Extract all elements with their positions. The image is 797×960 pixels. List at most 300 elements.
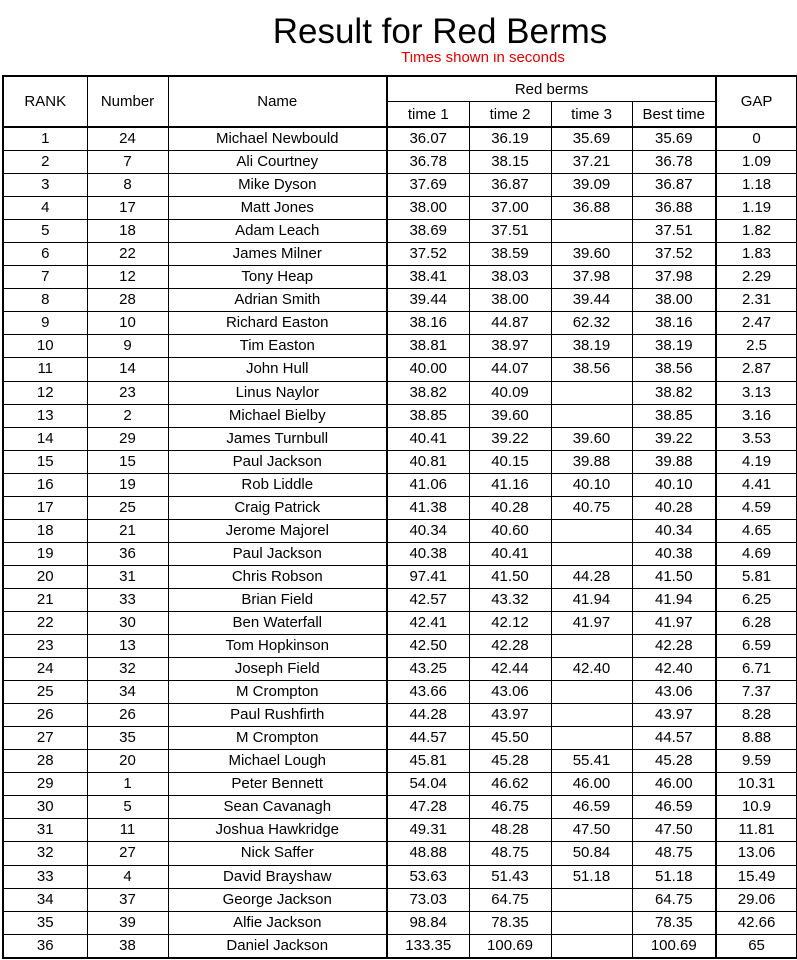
header-group-red-berms: Red berms bbox=[387, 76, 716, 102]
cell-rank: 4 bbox=[3, 197, 87, 220]
cell-time-1: 48.88 bbox=[387, 842, 469, 865]
cell-number: 34 bbox=[87, 681, 168, 704]
cell-name: Ali Courtney bbox=[168, 151, 387, 174]
cell-number: 1 bbox=[87, 773, 168, 796]
cell-name: Michael Bielby bbox=[168, 404, 387, 427]
table-row bbox=[3, 588, 797, 611]
cell-best-time: 40.38 bbox=[632, 542, 716, 565]
table-row bbox=[3, 658, 797, 681]
cell-rank: 24 bbox=[3, 658, 87, 681]
cell-name: Tom Hopkinson bbox=[168, 635, 387, 658]
cell-best-time: 46.00 bbox=[632, 773, 716, 796]
table-row bbox=[3, 220, 797, 243]
cell-gap: 3.16 bbox=[716, 404, 797, 427]
cell-time-3: 37.21 bbox=[551, 151, 632, 174]
cell-name: John Hull bbox=[168, 358, 387, 381]
table-row bbox=[3, 911, 797, 934]
cell-number: 30 bbox=[87, 611, 168, 634]
cell-gap: 1.83 bbox=[716, 243, 797, 266]
cell-best-time: 42.40 bbox=[632, 658, 716, 681]
cell-time-2: 36.19 bbox=[469, 127, 551, 151]
cell-time-2: 51.43 bbox=[469, 865, 551, 888]
cell-time-3 bbox=[551, 635, 632, 658]
cell-rank: 10 bbox=[3, 335, 87, 358]
cell-rank: 9 bbox=[3, 312, 87, 335]
cell-best-time: 38.56 bbox=[632, 358, 716, 381]
cell-best-time: 38.00 bbox=[632, 289, 716, 312]
cell-time-2: 78.35 bbox=[469, 911, 551, 934]
cell-rank: 27 bbox=[3, 727, 87, 750]
table-row bbox=[3, 519, 797, 542]
cell-time-2: 64.75 bbox=[469, 888, 551, 911]
cell-best-time: 41.94 bbox=[632, 588, 716, 611]
cell-time-2: 36.87 bbox=[469, 174, 551, 197]
cell-time-1: 38.85 bbox=[387, 404, 469, 427]
cell-time-2: 42.28 bbox=[469, 635, 551, 658]
cell-gap: 15.49 bbox=[716, 865, 797, 888]
cell-time-2: 43.32 bbox=[469, 588, 551, 611]
table-row bbox=[3, 427, 797, 450]
cell-gap: 3.13 bbox=[716, 381, 797, 404]
cell-rank: 14 bbox=[3, 427, 87, 450]
table-row bbox=[3, 127, 797, 151]
cell-best-time: 36.88 bbox=[632, 197, 716, 220]
cell-time-3 bbox=[551, 911, 632, 934]
cell-best-time: 44.57 bbox=[632, 727, 716, 750]
cell-number: 31 bbox=[87, 565, 168, 588]
cell-rank: 8 bbox=[3, 289, 87, 312]
table-row bbox=[3, 819, 797, 842]
cell-time-1: 43.25 bbox=[387, 658, 469, 681]
cell-name: Daniel Jackson bbox=[168, 934, 387, 958]
table-row bbox=[3, 197, 797, 220]
cell-gap: 4.69 bbox=[716, 542, 797, 565]
table-row bbox=[3, 934, 797, 958]
cell-best-time: 37.52 bbox=[632, 243, 716, 266]
cell-number: 39 bbox=[87, 911, 168, 934]
cell-number: 14 bbox=[87, 358, 168, 381]
cell-best-time: 48.75 bbox=[632, 842, 716, 865]
cell-name: Mike Dyson bbox=[168, 174, 387, 197]
cell-time-2: 43.97 bbox=[469, 704, 551, 727]
cell-gap: 1.19 bbox=[716, 197, 797, 220]
table-row bbox=[3, 358, 797, 381]
cell-name: Jerome Majorel bbox=[168, 519, 387, 542]
cell-gap: 1.82 bbox=[716, 220, 797, 243]
cell-number: 37 bbox=[87, 888, 168, 911]
cell-rank: 19 bbox=[3, 542, 87, 565]
cell-best-time: 51.18 bbox=[632, 865, 716, 888]
cell-best-time: 47.50 bbox=[632, 819, 716, 842]
cell-gap: 0 bbox=[716, 127, 797, 151]
cell-number: 2 bbox=[87, 404, 168, 427]
cell-gap: 4.65 bbox=[716, 519, 797, 542]
cell-time-3: 37.98 bbox=[551, 266, 632, 289]
table-row bbox=[3, 151, 797, 174]
cell-rank: 26 bbox=[3, 704, 87, 727]
cell-time-2: 37.00 bbox=[469, 197, 551, 220]
cell-number: 15 bbox=[87, 450, 168, 473]
cell-time-1: 45.81 bbox=[387, 750, 469, 773]
cell-time-1: 38.69 bbox=[387, 220, 469, 243]
cell-gap: 42.66 bbox=[716, 911, 797, 934]
cell-rank: 32 bbox=[3, 842, 87, 865]
cell-name: Adrian Smith bbox=[168, 289, 387, 312]
table-row bbox=[3, 542, 797, 565]
cell-time-3 bbox=[551, 381, 632, 404]
cell-rank: 34 bbox=[3, 888, 87, 911]
cell-time-1: 49.31 bbox=[387, 819, 469, 842]
cell-name: Joseph Field bbox=[168, 658, 387, 681]
cell-rank: 6 bbox=[3, 243, 87, 266]
header-row-top bbox=[3, 76, 797, 102]
cell-time-1: 36.07 bbox=[387, 127, 469, 151]
cell-best-time: 46.59 bbox=[632, 796, 716, 819]
cell-time-1: 44.57 bbox=[387, 727, 469, 750]
cell-time-1: 41.06 bbox=[387, 473, 469, 496]
cell-time-2: 46.62 bbox=[469, 773, 551, 796]
cell-time-3: 46.00 bbox=[551, 773, 632, 796]
cell-time-2: 38.15 bbox=[469, 151, 551, 174]
table-row bbox=[3, 773, 797, 796]
cell-rank: 22 bbox=[3, 611, 87, 634]
cell-number: 13 bbox=[87, 635, 168, 658]
cell-name: David Brayshaw bbox=[168, 865, 387, 888]
cell-number: 9 bbox=[87, 335, 168, 358]
table-row bbox=[3, 404, 797, 427]
cell-name: Paul Jackson bbox=[168, 542, 387, 565]
cell-gap: 2.31 bbox=[716, 289, 797, 312]
cell-time-1: 38.82 bbox=[387, 381, 469, 404]
table-row bbox=[3, 496, 797, 519]
cell-time-1: 40.41 bbox=[387, 427, 469, 450]
cell-time-1: 98.84 bbox=[387, 911, 469, 934]
cell-number: 21 bbox=[87, 519, 168, 542]
cell-time-3: 36.88 bbox=[551, 197, 632, 220]
cell-name: George Jackson bbox=[168, 888, 387, 911]
cell-name: Brian Field bbox=[168, 588, 387, 611]
cell-rank: 20 bbox=[3, 565, 87, 588]
cell-rank: 31 bbox=[3, 819, 87, 842]
cell-time-3 bbox=[551, 888, 632, 911]
cell-number: 35 bbox=[87, 727, 168, 750]
cell-rank: 23 bbox=[3, 635, 87, 658]
cell-number: 27 bbox=[87, 842, 168, 865]
cell-gap: 29.06 bbox=[716, 888, 797, 911]
header-number: Number bbox=[87, 76, 168, 127]
cell-name: Peter Bennett bbox=[168, 773, 387, 796]
cell-name: Michael Lough bbox=[168, 750, 387, 773]
cell-time-2: 100.69 bbox=[469, 934, 551, 958]
header-time-1: time 1 bbox=[387, 102, 469, 128]
cell-rank: 18 bbox=[3, 519, 87, 542]
cell-rank: 17 bbox=[3, 496, 87, 519]
cell-gap: 5.81 bbox=[716, 565, 797, 588]
table-row bbox=[3, 289, 797, 312]
table-row bbox=[3, 681, 797, 704]
cell-time-1: 38.16 bbox=[387, 312, 469, 335]
cell-name: James Turnbull bbox=[168, 427, 387, 450]
cell-rank: 16 bbox=[3, 473, 87, 496]
cell-rank: 35 bbox=[3, 911, 87, 934]
cell-gap: 65 bbox=[716, 934, 797, 958]
cell-time-2: 44.07 bbox=[469, 358, 551, 381]
cell-time-1: 40.34 bbox=[387, 519, 469, 542]
table-row bbox=[3, 312, 797, 335]
cell-number: 4 bbox=[87, 865, 168, 888]
cell-number: 7 bbox=[87, 151, 168, 174]
header-time-3: time 3 bbox=[551, 102, 632, 128]
cell-rank: 29 bbox=[3, 773, 87, 796]
cell-name: Craig Patrick bbox=[168, 496, 387, 519]
cell-time-1: 97.41 bbox=[387, 565, 469, 588]
cell-time-2: 48.28 bbox=[469, 819, 551, 842]
cell-time-1: 39.44 bbox=[387, 289, 469, 312]
cell-time-3: 39.09 bbox=[551, 174, 632, 197]
page-subtitle bbox=[0, 52, 797, 68]
cell-time-1: 37.52 bbox=[387, 243, 469, 266]
cell-gap: 6.28 bbox=[716, 611, 797, 634]
cell-time-2: 39.60 bbox=[469, 404, 551, 427]
cell-gap: 1.09 bbox=[716, 151, 797, 174]
cell-rank: 30 bbox=[3, 796, 87, 819]
cell-time-2: 43.06 bbox=[469, 681, 551, 704]
cell-time-1: 53.63 bbox=[387, 865, 469, 888]
cell-number: 38 bbox=[87, 934, 168, 958]
table-row bbox=[3, 266, 797, 289]
cell-rank: 28 bbox=[3, 750, 87, 773]
cell-time-1: 38.41 bbox=[387, 266, 469, 289]
cell-gap: 10.9 bbox=[716, 796, 797, 819]
cell-gap: 7.37 bbox=[716, 681, 797, 704]
cell-best-time: 36.78 bbox=[632, 151, 716, 174]
cell-number: 29 bbox=[87, 427, 168, 450]
cell-rank: 7 bbox=[3, 266, 87, 289]
cell-best-time: 40.34 bbox=[632, 519, 716, 542]
cell-time-3: 38.56 bbox=[551, 358, 632, 381]
cell-name: Matt Jones bbox=[168, 197, 387, 220]
cell-gap: 2.47 bbox=[716, 312, 797, 335]
table-row bbox=[3, 727, 797, 750]
cell-rank: 3 bbox=[3, 174, 87, 197]
cell-time-2: 48.75 bbox=[469, 842, 551, 865]
cell-time-1: 37.69 bbox=[387, 174, 469, 197]
cell-name: Alfie Jackson bbox=[168, 911, 387, 934]
cell-time-1: 47.28 bbox=[387, 796, 469, 819]
header-rank: RANK bbox=[3, 76, 87, 127]
cell-name: Ben Waterfall bbox=[168, 611, 387, 634]
cell-best-time: 38.19 bbox=[632, 335, 716, 358]
cell-rank: 11 bbox=[3, 358, 87, 381]
cell-time-2: 42.44 bbox=[469, 658, 551, 681]
cell-time-2: 37.51 bbox=[469, 220, 551, 243]
cell-best-time: 41.97 bbox=[632, 611, 716, 634]
cell-time-2: 38.97 bbox=[469, 335, 551, 358]
table-row bbox=[3, 335, 797, 358]
cell-time-3: 39.60 bbox=[551, 427, 632, 450]
cell-time-3: 46.59 bbox=[551, 796, 632, 819]
cell-best-time: 37.98 bbox=[632, 266, 716, 289]
cell-name: Rob Liddle bbox=[168, 473, 387, 496]
cell-time-3: 50.84 bbox=[551, 842, 632, 865]
cell-gap: 6.59 bbox=[716, 635, 797, 658]
cell-time-3: 41.97 bbox=[551, 611, 632, 634]
cell-number: 18 bbox=[87, 220, 168, 243]
cell-number: 8 bbox=[87, 174, 168, 197]
cell-time-2: 40.15 bbox=[469, 450, 551, 473]
cell-time-1: 54.04 bbox=[387, 773, 469, 796]
cell-number: 33 bbox=[87, 588, 168, 611]
header-time-2: time 2 bbox=[469, 102, 551, 128]
cell-time-2: 38.59 bbox=[469, 243, 551, 266]
cell-time-1: 44.28 bbox=[387, 704, 469, 727]
cell-time-1: 36.78 bbox=[387, 151, 469, 174]
cell-time-1: 133.35 bbox=[387, 934, 469, 958]
cell-gap: 6.25 bbox=[716, 588, 797, 611]
cell-time-2: 40.09 bbox=[469, 381, 551, 404]
table-row bbox=[3, 865, 797, 888]
cell-best-time: 36.87 bbox=[632, 174, 716, 197]
cell-time-3: 47.50 bbox=[551, 819, 632, 842]
cell-time-3 bbox=[551, 404, 632, 427]
cell-time-3: 40.75 bbox=[551, 496, 632, 519]
table-row bbox=[3, 381, 797, 404]
cell-time-2: 45.50 bbox=[469, 727, 551, 750]
table-row bbox=[3, 888, 797, 911]
cell-gap: 2.87 bbox=[716, 358, 797, 381]
cell-rank: 2 bbox=[3, 151, 87, 174]
cell-gap: 3.53 bbox=[716, 427, 797, 450]
cell-best-time: 40.10 bbox=[632, 473, 716, 496]
cell-name: Nick Saffer bbox=[168, 842, 387, 865]
table-row bbox=[3, 842, 797, 865]
cell-time-2: 40.60 bbox=[469, 519, 551, 542]
cell-time-2: 39.22 bbox=[469, 427, 551, 450]
cell-time-3: 42.40 bbox=[551, 658, 632, 681]
cell-time-3 bbox=[551, 542, 632, 565]
cell-gap: 13.06 bbox=[716, 842, 797, 865]
cell-time-1: 40.81 bbox=[387, 450, 469, 473]
cell-time-1: 41.38 bbox=[387, 496, 469, 519]
cell-time-2: 38.00 bbox=[469, 289, 551, 312]
cell-best-time: 35.69 bbox=[632, 127, 716, 151]
cell-number: 17 bbox=[87, 197, 168, 220]
cell-gap: 4.59 bbox=[716, 496, 797, 519]
cell-gap: 4.19 bbox=[716, 450, 797, 473]
cell-time-1: 73.03 bbox=[387, 888, 469, 911]
cell-time-3: 39.44 bbox=[551, 289, 632, 312]
table-row bbox=[3, 635, 797, 658]
cell-best-time: 41.50 bbox=[632, 565, 716, 588]
cell-gap: 8.28 bbox=[716, 704, 797, 727]
cell-time-3: 51.18 bbox=[551, 865, 632, 888]
cell-name: Joshua Hawkridge bbox=[168, 819, 387, 842]
cell-best-time: 38.85 bbox=[632, 404, 716, 427]
cell-time-3 bbox=[551, 220, 632, 243]
cell-time-3: 40.10 bbox=[551, 473, 632, 496]
cell-time-2: 42.12 bbox=[469, 611, 551, 634]
cell-best-time: 64.75 bbox=[632, 888, 716, 911]
cell-best-time: 45.28 bbox=[632, 750, 716, 773]
cell-best-time: 78.35 bbox=[632, 911, 716, 934]
cell-number: 25 bbox=[87, 496, 168, 519]
header-gap: GAP bbox=[716, 76, 797, 127]
cell-rank: 33 bbox=[3, 865, 87, 888]
cell-time-1: 38.00 bbox=[387, 197, 469, 220]
cell-time-3 bbox=[551, 681, 632, 704]
table-row bbox=[3, 750, 797, 773]
header-best-time: Best time bbox=[632, 102, 716, 128]
cell-name: Richard Easton bbox=[168, 312, 387, 335]
cell-time-1: 38.81 bbox=[387, 335, 469, 358]
cell-name: Tony Heap bbox=[168, 266, 387, 289]
cell-best-time: 38.82 bbox=[632, 381, 716, 404]
page-title: Result for Red Berms bbox=[272, 12, 608, 51]
cell-number: 11 bbox=[87, 819, 168, 842]
cell-time-3 bbox=[551, 704, 632, 727]
table-row bbox=[3, 611, 797, 634]
cell-name: Sean Cavanagh bbox=[168, 796, 387, 819]
cell-time-1: 42.50 bbox=[387, 635, 469, 658]
cell-rank: 1 bbox=[3, 127, 87, 151]
cell-number: 32 bbox=[87, 658, 168, 681]
cell-time-1: 43.66 bbox=[387, 681, 469, 704]
cell-name: Michael Newbould bbox=[168, 127, 387, 151]
results-table bbox=[2, 75, 797, 959]
table-row bbox=[3, 565, 797, 588]
cell-rank: 25 bbox=[3, 681, 87, 704]
cell-number: 22 bbox=[87, 243, 168, 266]
cell-name: James Milner bbox=[168, 243, 387, 266]
cell-gap: 10.31 bbox=[716, 773, 797, 796]
cell-best-time: 39.22 bbox=[632, 427, 716, 450]
cell-time-1: 42.57 bbox=[387, 588, 469, 611]
subtitle-text: Times shown in seconds bbox=[401, 52, 565, 66]
cell-name: M Crompton bbox=[168, 727, 387, 750]
cell-time-2: 46.75 bbox=[469, 796, 551, 819]
results-body bbox=[3, 127, 797, 958]
cell-name: M Crompton bbox=[168, 681, 387, 704]
cell-rank: 5 bbox=[3, 220, 87, 243]
cell-time-2: 41.50 bbox=[469, 565, 551, 588]
cell-best-time: 43.97 bbox=[632, 704, 716, 727]
cell-time-1: 40.00 bbox=[387, 358, 469, 381]
cell-time-3 bbox=[551, 727, 632, 750]
cell-gap: 2.29 bbox=[716, 266, 797, 289]
cell-best-time: 42.28 bbox=[632, 635, 716, 658]
cell-time-3 bbox=[551, 934, 632, 958]
cell-number: 23 bbox=[87, 381, 168, 404]
cell-number: 12 bbox=[87, 266, 168, 289]
cell-rank: 12 bbox=[3, 381, 87, 404]
table-row bbox=[3, 704, 797, 727]
cell-gap: 11.81 bbox=[716, 819, 797, 842]
cell-number: 36 bbox=[87, 542, 168, 565]
cell-number: 28 bbox=[87, 289, 168, 312]
table-row bbox=[3, 450, 797, 473]
cell-time-3: 62.32 bbox=[551, 312, 632, 335]
cell-gap: 1.18 bbox=[716, 174, 797, 197]
cell-name: Paul Rushfirth bbox=[168, 704, 387, 727]
cell-best-time: 38.16 bbox=[632, 312, 716, 335]
cell-time-3: 55.41 bbox=[551, 750, 632, 773]
cell-name: Adam Leach bbox=[168, 220, 387, 243]
cell-number: 10 bbox=[87, 312, 168, 335]
table-row bbox=[3, 174, 797, 197]
cell-gap: 4.41 bbox=[716, 473, 797, 496]
cell-best-time: 39.88 bbox=[632, 450, 716, 473]
table-row bbox=[3, 243, 797, 266]
